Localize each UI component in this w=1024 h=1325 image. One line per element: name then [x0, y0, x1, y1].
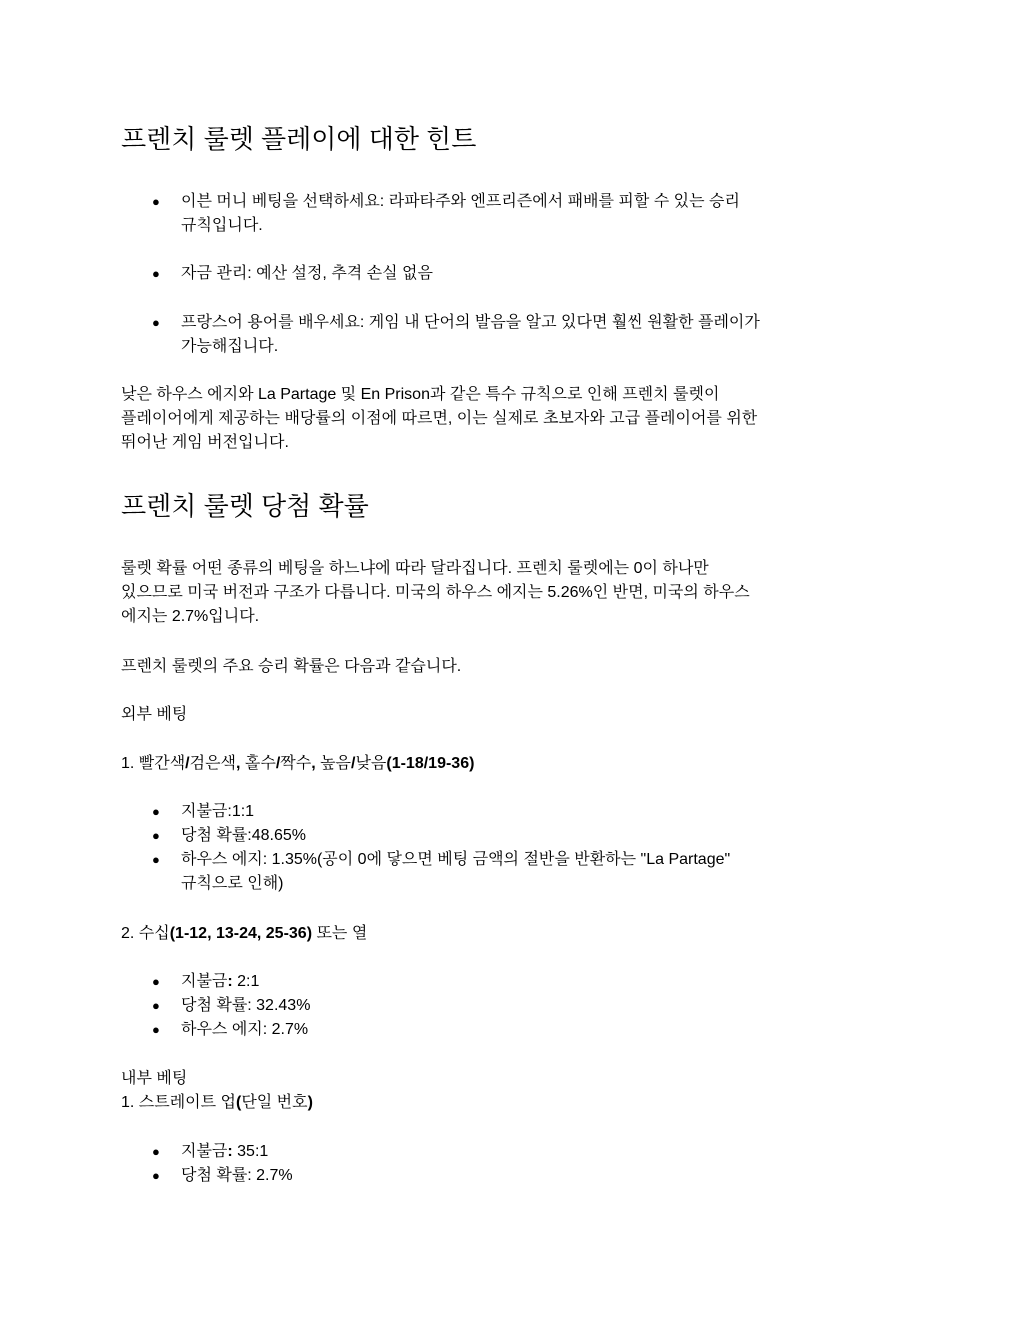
separator: /	[351, 755, 356, 772]
bet-name: 높음	[320, 755, 351, 772]
inside-bets-label: 내부 베팅	[121, 1070, 188, 1087]
summary-paragraph	[121, 383, 901, 455]
bullet-icon: ●	[152, 804, 160, 819]
bet-name: 빨간색	[138, 755, 186, 772]
bullet-icon: ●	[152, 974, 160, 989]
bullet-icon: ●	[152, 1022, 160, 1037]
bet-detail-item	[152, 824, 901, 848]
detail-line: 규칙으로 인해)	[181, 875, 284, 892]
tip-line: 프랑스어 용어를 배우세요: 게임 내 단어의 발음을 알고 있다면 훨씬 원활한 플레이가	[181, 314, 760, 331]
tip-item	[152, 190, 901, 238]
bet-range: (1-18/19-36)	[386, 755, 475, 772]
bet-detail-item	[152, 800, 901, 824]
detail-line: 하우스 에지: 2.7%	[181, 1021, 309, 1038]
section-title-tips: 프렌치 룰렛 플레이에 대한 힌트	[121, 124, 477, 154]
bullet-icon: ●	[152, 266, 160, 281]
detail-line: 하우스 에지: 1.35%(공이 0에 닿으면 베팅 금액의 절반을 반환하는 "La Partage"	[181, 851, 731, 868]
tip-line: 자금 관리: 예산 설정, 추격 손실 없음	[181, 265, 433, 282]
separator: /	[185, 755, 190, 772]
detail-line: 지불금: 35:1	[181, 1143, 269, 1160]
bet-number: 2.	[121, 925, 139, 942]
odds-intro-paragraph	[121, 557, 901, 629]
paragraph-line: 낮은 하우스 에지와 La Partage 및 En Prison과 같은 특수 규칙으로 인해 프렌치 룰렛이	[121, 386, 720, 403]
tip-item	[152, 262, 901, 286]
separator: /	[275, 755, 281, 772]
paragraph-line: 에지는 2.7%입니다.	[121, 608, 260, 625]
bet-detail-item	[152, 1140, 901, 1164]
bet-detail-item	[152, 994, 901, 1018]
bet-range: (1-12, 13-24, 25-36)	[169, 925, 313, 942]
bet-name: 검은색	[189, 755, 236, 772]
bullet-icon: ●	[152, 1168, 160, 1183]
bullet-icon: ●	[152, 828, 160, 843]
detail-line: 당첨 확률: 2.7%	[181, 1167, 293, 1184]
section-title-odds: 프렌치 룰렛 당첨 확률	[121, 491, 369, 521]
bet-heading-straight-up: 1. 스트레이트 업(단일 번호)	[121, 1094, 313, 1111]
paragraph-line: 플레이어에게 제공하는 배당률의 이점에 따르면, 이는 실제로 초보자와 고급 플레이어를 위한	[121, 410, 758, 427]
bullet-icon: ●	[152, 315, 160, 330]
bet-name: 또는 열	[312, 925, 368, 942]
bet-number: 1.	[121, 755, 139, 772]
bullet-icon: ●	[152, 1144, 160, 1159]
bet-number: 1. 스트레이트 업	[121, 1094, 236, 1111]
detail-line: 지불금: 2:1	[181, 973, 260, 990]
tip-line: 가능해집니다.	[181, 338, 279, 355]
tip-line: 이븐 머니 베팅을 선택하세요: 라파타주와 엔프리즌에서 패배를 피할 수 있는 승리	[181, 193, 740, 210]
separator: ,	[311, 755, 321, 772]
bet-name: 낮음	[355, 755, 387, 772]
paragraph-line: 룰렛 확률 어떤 종류의 베팅을 하느냐에 따라 달라집니다. 프렌치 룰렛에는 0이 하나만	[121, 560, 709, 577]
separator: ,	[236, 755, 245, 772]
bet-name: 단일 번호	[241, 1094, 308, 1111]
bet-name: 수십	[138, 925, 170, 942]
bet-name: 짝수	[280, 755, 312, 772]
paragraph-line: 뛰어난 게임 버전입니다.	[121, 434, 289, 451]
bet-name: 홀수	[244, 755, 276, 772]
odds-lead-text: 프렌치 룰렛의 주요 승리 확률은 다음과 같습니다.	[121, 658, 462, 675]
detail-line: 지불금:1:1	[181, 803, 255, 820]
bet-detail-item	[152, 970, 901, 994]
bet-heading-dozens	[121, 922, 901, 946]
bullet-icon: ●	[152, 194, 160, 209]
detail-line: 당첨 확률: 32.43%	[181, 997, 311, 1014]
tip-line: 규칙입니다.	[181, 217, 263, 234]
outside-bets-label: 외부 베팅	[121, 706, 188, 723]
bullet-icon: ●	[152, 852, 160, 867]
bullet-icon: ●	[152, 998, 160, 1013]
detail-line: 당첨 확률:48.65%	[181, 827, 306, 844]
bet-detail-item	[152, 1164, 901, 1188]
paragraph-line: 있으므로 미국 버전과 구조가 다릅니다. 미국의 하우스 에지는 5.26%인 반면, 미국의 하우스	[121, 584, 750, 601]
bet-detail-item	[152, 1018, 901, 1042]
bet-heading-even-money	[121, 752, 901, 776]
bet-detail-item	[152, 848, 901, 896]
tip-item	[152, 311, 901, 359]
